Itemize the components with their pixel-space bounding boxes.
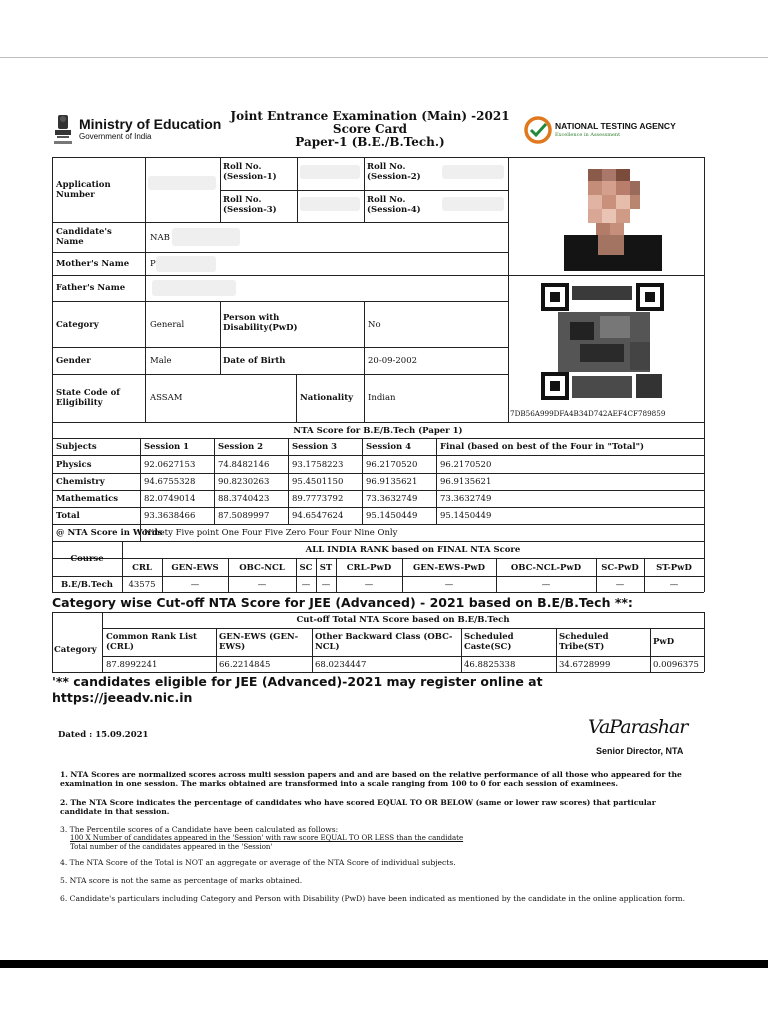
cutoff-header-sc: Scheduled Caste(SC) — [464, 632, 514, 652]
score-header-subjects: Subjects — [56, 442, 97, 452]
percentile-formula-numerator: 100 X Number of candidates appeared in the 'Session' with raw score EQUAL TO OR LESS than the candidate — [70, 834, 464, 842]
application-number-label: Application Number — [56, 180, 111, 200]
rank-value: — — [615, 580, 625, 590]
rank-header-st: ST — [319, 563, 333, 573]
qr-code-text: 7DB56A999DFA4B34D742AEF4CF789859 — [510, 409, 666, 418]
rank-header-sc: SC — [299, 563, 313, 573]
rank-value: — — [541, 580, 551, 590]
footnote-item — [60, 798, 700, 816]
score-table-title: NTA Score for B.E/B.Tech (Paper 1) — [293, 426, 463, 436]
mother-name-label: Mother's Name — [56, 259, 130, 269]
score-cell: 93.3638466 — [144, 511, 196, 521]
score-cell: 74.8482146 — [218, 460, 270, 470]
jee-advanced-notice: '** candidates eligible for JEE (Advanced)-2021 may register online at — [52, 674, 543, 689]
paper-title: Paper-1 (B.E./B.Tech.) — [295, 135, 445, 149]
cutoff-header-gen-ews: GEN-EWS (GEN-EWS) — [219, 632, 299, 652]
footnote-number: 1. — [60, 770, 68, 779]
candidate-photo — [560, 163, 666, 271]
footnote-number: 5. — [60, 876, 68, 885]
score-cell: 94.6547624 — [292, 511, 344, 521]
score-cell: 95.1450449 — [440, 511, 492, 521]
agency-title: NATIONAL TESTING AGENCY — [555, 121, 676, 131]
qr-code-image — [540, 282, 668, 402]
nta-logo-icon — [524, 116, 552, 144]
cutoff-header-crl: Common Rank List (CRL) — [106, 632, 197, 652]
page-bottom-border — [0, 960, 768, 1024]
score-cell: 82.0749014 — [144, 494, 196, 504]
rank-header-sc-pwd: SC-PwD — [601, 563, 639, 573]
score-cell: 92.0627153 — [144, 460, 196, 470]
score-cell: 95.1450449 — [366, 511, 418, 521]
agency-tagline: Excellence in Assessment — [555, 132, 621, 138]
score-cell: 96.2170520 — [440, 460, 492, 470]
footnote-number: 4. — [60, 858, 68, 867]
rank-header-crl-pwd: CRL-PwD — [346, 563, 392, 573]
candidate-name-value: NAB — [150, 233, 170, 243]
rank-header-st-pwd: ST-PwD — [656, 563, 692, 573]
footnote-text: The NTA Score of the Total is NOT an aggregate or average of the NTA Score of individual subjects. — [69, 858, 456, 867]
score-row-total-subject: Total — [56, 511, 80, 521]
score-words-label: @ NTA Score in Words — [56, 528, 163, 538]
rank-header-crl: CRL — [132, 563, 152, 573]
score-cell: 94.6755328 — [144, 477, 196, 487]
dated-text: Dated : 15.09.2021 — [58, 730, 149, 740]
rank-value: — — [301, 580, 311, 590]
cutoff-value: 68.0234447 — [315, 660, 367, 670]
pwd-label: Person with Disability(PwD) — [223, 313, 298, 333]
score-cell: 93.1758223 — [292, 460, 344, 470]
roll2-label: Roll No. (Session-2) — [367, 162, 421, 182]
score-cell: 73.3632749 — [440, 494, 492, 504]
gender-label: Gender — [56, 356, 91, 366]
score-header-session1: Session 1 — [144, 442, 190, 452]
pwd-value: No — [368, 320, 381, 330]
score-header-session4: Session 4 — [366, 442, 412, 452]
cutoff-header-pwd: PwD — [653, 637, 675, 647]
cutoff-heading: Category wise Cut-off NTA Score for JEE (Advanced) - 2021 based on B.E/B.Tech **: — [52, 595, 633, 610]
exam-title: Joint Entrance Examination (Main) -2021 — [230, 109, 510, 123]
candidate-name-label: Candidate's Name — [56, 227, 112, 247]
footnote-item — [60, 858, 700, 867]
score-cell: 73.3632749 — [366, 494, 418, 504]
nationality-value: Indian — [368, 393, 396, 403]
score-row-mathematics-subject: Mathematics — [56, 494, 119, 504]
score-row-chemistry-subject: Chemistry — [56, 477, 105, 487]
footnote-text: The NTA Score indicates the percentage of candidates who have scored EQUAL TO OR BELOW (same or lower raw scores) that particular candidate in that session. — [60, 798, 656, 816]
footnote-text: The Percentile scores of a Candidate have been calculated as follows: — [69, 825, 339, 834]
nta-logo-block — [524, 114, 704, 146]
gender-value: Male — [150, 356, 172, 366]
page-top-rule — [0, 57, 768, 58]
footnote-item — [60, 825, 700, 834]
cutoff-value: 34.6728999 — [559, 660, 611, 670]
rank-header-obc-ncl: OBC-NCL — [239, 563, 285, 573]
score-cell: 96.2170520 — [366, 460, 418, 470]
roll1-label: Roll No. (Session-1) — [223, 162, 277, 182]
rank-table-title: ALL INDIA RANK based on FINAL NTA Score — [305, 545, 521, 555]
cutoff-value: 87.8992241 — [106, 660, 158, 670]
application-number-redacted — [148, 176, 216, 190]
footnote-text: Candidate's particulars including Category and Person with Disability (PwD) have been indicated as mentioned by the candidate in the online application form. — [69, 894, 685, 903]
score-header-session3: Session 3 — [292, 442, 338, 452]
signature-image: VaParashar — [588, 716, 688, 738]
footnote-text: NTA Scores are normalized scores across multi session papers and and are based on the relative performance of all those who appeared for the examination in one session. The marks obtained are transformed into a scale ranging from 100 to 0 for each session of examinees. — [60, 770, 682, 788]
cutoff-value: 66.2214845 — [219, 660, 271, 670]
state-code-label: State Code of Eligibility — [56, 388, 120, 408]
jee-advanced-link[interactable]: https://jeeadv.nic.in — [52, 690, 193, 705]
signatory-designation: Senior Director, NTA — [596, 746, 684, 756]
father-name-redacted — [152, 280, 236, 296]
rank-value: — — [321, 580, 331, 590]
nationality-label: Nationality — [300, 393, 354, 403]
rank-value-crl: 43575 — [128, 580, 156, 590]
rank-value: — — [364, 580, 374, 590]
score-header-session2: Session 2 — [218, 442, 264, 452]
footnote-number: 3. — [60, 825, 68, 834]
score-cell: 90.8230263 — [218, 477, 270, 487]
candidate-name-redacted — [172, 228, 240, 246]
cutoff-table-title: Cut-off Total NTA Score based on B.E/B.Tech — [296, 615, 510, 625]
course-label: Course — [70, 554, 104, 564]
course-value: B.E/B.Tech — [61, 580, 113, 590]
roll3-redacted — [300, 197, 360, 211]
mother-name-redacted — [156, 256, 216, 272]
score-cell: 88.3740423 — [218, 494, 270, 504]
score-row-physics-subject: Physics — [56, 460, 92, 470]
score-words-value: Ninety Five point One Four Five Zero Four Four Nine Only — [144, 528, 398, 538]
score-cell: 87.5089997 — [218, 511, 270, 521]
dob-label: Date of Birth — [223, 356, 286, 366]
roll4-redacted — [442, 197, 504, 211]
card-title: Score Card — [332, 122, 408, 136]
rank-header-gen-ews: GEN-EWS — [171, 563, 219, 573]
score-cell: 95.4501150 — [292, 477, 344, 487]
rank-value: — — [444, 580, 454, 590]
ministry-logo-block — [52, 113, 242, 147]
cutoff-category-label: Category — [54, 645, 97, 655]
ministry-title: Ministry of Education — [79, 116, 222, 132]
dob-value: 20-09-2002 — [368, 356, 418, 366]
footnote-number: 2. — [60, 798, 68, 807]
footnote-item — [60, 770, 700, 788]
roll1-redacted — [300, 165, 360, 179]
state-code-value: ASSAM — [150, 393, 183, 403]
score-cell: 89.7773792 — [292, 494, 344, 504]
category-label: Category — [56, 320, 99, 330]
exam-header — [230, 110, 510, 149]
mother-name-value: P — [150, 259, 156, 269]
roll4-label: Roll No. (Session-4) — [367, 195, 421, 215]
rank-value: — — [190, 580, 200, 590]
footnote-number: 6. — [60, 894, 68, 903]
category-value: General — [150, 320, 185, 330]
roll2-redacted — [442, 165, 504, 179]
rank-header-gen-ews-pwd: GEN-EWS-PwD — [412, 563, 486, 573]
cutoff-value: 46.8825338 — [464, 660, 516, 670]
footnote-item — [60, 894, 700, 903]
cutoff-header-st: Scheduled Tribe(ST) — [559, 632, 609, 652]
rank-value: — — [669, 580, 679, 590]
score-cell: 96.9135621 — [366, 477, 418, 487]
footnote-item — [60, 876, 700, 885]
roll3-label: Roll No. (Session-3) — [223, 195, 277, 215]
score-header-final: Final (based on best of the Four in "Total") — [440, 442, 645, 452]
cutoff-value: 0.0096375 — [653, 660, 699, 670]
rank-value: — — [257, 580, 267, 590]
national-emblem-icon — [52, 113, 74, 147]
footnote-text: NTA score is not the same as percentage of marks obtained. — [69, 876, 303, 885]
rank-header-obc-ncl-pwd: OBC-NCL-PwD — [510, 563, 582, 573]
percentile-formula-denominator: Total number of the candidates appeared in the 'Session' — [70, 843, 273, 851]
score-cell: 96.9135621 — [440, 477, 492, 487]
father-name-label: Father's Name — [56, 283, 126, 293]
ministry-subtitle: Government of India — [79, 132, 152, 141]
cutoff-header-obc: Other Backward Class (OBC-NCL) — [315, 632, 453, 652]
